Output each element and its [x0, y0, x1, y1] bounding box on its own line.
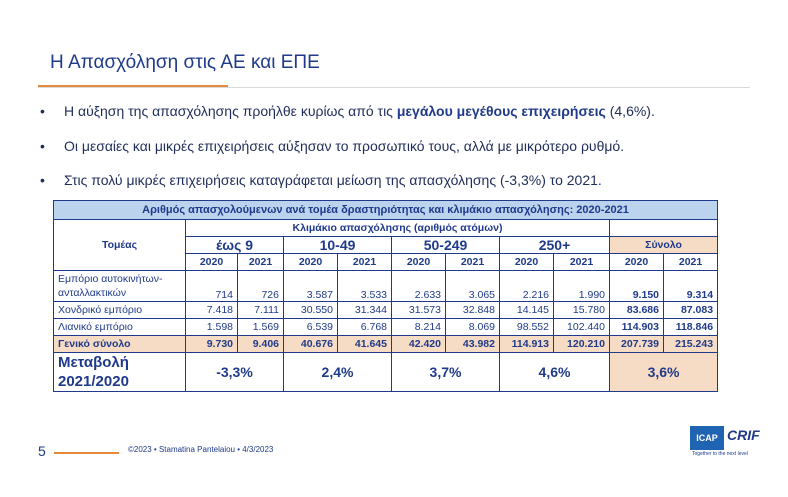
- table-title: Αριθμός απασχολούμενων ανά τομέα δραστηριότητας και κλιμάκιο απασχόλησης: 2020-2021: [54, 201, 718, 220]
- cell-total: 114.903: [610, 319, 664, 336]
- cell-total: 9.150: [610, 271, 664, 302]
- cell: 14.145: [500, 302, 554, 319]
- cell: 114.913: [500, 336, 554, 353]
- cell: 1.990: [554, 271, 610, 302]
- row-label: Χονδρικό εμπόριο: [54, 302, 186, 319]
- cell: 9.730: [186, 336, 238, 353]
- cell: 2.216: [500, 271, 554, 302]
- change-0-9: -3,3%: [186, 353, 284, 392]
- cell: 1.598: [186, 319, 238, 336]
- cell-total: 87.083: [664, 302, 718, 319]
- cell: 42.420: [392, 336, 446, 353]
- row-label: Λιανικό εμπόριο: [54, 319, 186, 336]
- blank-cell: [610, 220, 718, 237]
- bullet-1-tail: (4,6%).: [605, 103, 655, 119]
- cell: 215.243: [664, 336, 718, 353]
- cell: 8.214: [392, 319, 446, 336]
- cell: 9.406: [238, 336, 284, 353]
- size-class-header: Κλιμάκιο απασχόλησης (αριθμός ατόμων): [186, 220, 610, 237]
- year-header: 2021: [338, 254, 392, 271]
- cell: 1.569: [238, 319, 284, 336]
- crif-logo: CRIF: [727, 427, 760, 443]
- cell: 8.069: [446, 319, 500, 336]
- year-header: 2021: [554, 254, 610, 271]
- footer-text: ©2023 • Stamatina Pantelaiou • 4/3/2023: [128, 445, 274, 454]
- employment-table: [53, 200, 718, 392]
- change-50-249: 3,7%: [392, 353, 500, 392]
- cell: 102.440: [554, 319, 610, 336]
- bullet-1: [40, 103, 655, 119]
- cell: 2.633: [392, 271, 446, 302]
- cell: 3.587: [284, 271, 338, 302]
- row-label: Γενικό σύνολο: [54, 336, 186, 353]
- cell: 7.418: [186, 302, 238, 319]
- bullet-2-text: Οι μεσαίες και μικρές επιχειρήσεις αύξησαν το προσωπικό τους, αλλά με μικρότερο ρυθμό.: [64, 138, 625, 154]
- cell: 32.848: [446, 302, 500, 319]
- year-header: 2020: [392, 254, 446, 271]
- table-row: [54, 271, 718, 302]
- cell: 41.645: [338, 336, 392, 353]
- year-header: 2021: [238, 254, 284, 271]
- table-row: [54, 302, 718, 319]
- cell: 120.210: [554, 336, 610, 353]
- change-10-49: 2,4%: [284, 353, 392, 392]
- change-label: [54, 353, 186, 392]
- change-250plus: 4,6%: [500, 353, 610, 392]
- cell: 40.676: [284, 336, 338, 353]
- table-row: [54, 319, 718, 336]
- change-total: 3,6%: [610, 353, 718, 392]
- page-title: Η Απασχόληση στις ΑΕ και ΕΠΕ: [50, 52, 320, 73]
- cell: 6.539: [284, 319, 338, 336]
- footer-rule: [54, 452, 119, 454]
- year-header: 2021: [664, 254, 718, 271]
- cell-total: 83.686: [610, 302, 664, 319]
- bullet-marker: •: [40, 103, 45, 119]
- bullet-3: [40, 172, 602, 188]
- cell-total: 118.846: [664, 319, 718, 336]
- bullet-3-text: Στις πολύ μικρές επιχειρήσεις καταγράφεται μείωση της απασχόλησης (-3,3%) το 2021.: [64, 172, 602, 188]
- cell-total: 9.314: [664, 271, 718, 302]
- bullet-2: [40, 138, 624, 154]
- cell: 726: [238, 271, 284, 302]
- cell: 207.739: [610, 336, 664, 353]
- bullet-1-emphasis: μεγάλου μεγέθους επιχειρήσεις: [396, 103, 606, 119]
- cell: 98.552: [500, 319, 554, 336]
- cell: 6.768: [338, 319, 392, 336]
- page-number: 5: [38, 443, 46, 459]
- year-header: 2020: [500, 254, 554, 271]
- year-header: 2021: [446, 254, 500, 271]
- cell: 43.982: [446, 336, 500, 353]
- change-label-line2: 2021/2020: [58, 373, 129, 390]
- group-header-total: Σύνολο: [610, 237, 718, 254]
- change-label-line1: Μεταβολή: [58, 354, 129, 371]
- cell: 31.344: [338, 302, 392, 319]
- bullet-marker: •: [40, 138, 45, 154]
- logo-tagline: Together to the next level: [692, 451, 748, 457]
- icap-logo: ICAP: [690, 426, 724, 450]
- total-row: [54, 336, 718, 353]
- cell: 31.573: [392, 302, 446, 319]
- group-header-0-9: έως 9: [186, 237, 284, 254]
- group-header-250plus: 250+: [500, 237, 610, 254]
- group-header-50-249: 50-249: [392, 237, 500, 254]
- bullet-1-text: Η αύξηση της απασχόλησης προήλθε κυρίως από τις: [64, 103, 397, 119]
- header-divider: [38, 87, 750, 88]
- bullet-marker: •: [40, 172, 45, 188]
- cell: 714: [186, 271, 238, 302]
- cell: 15.780: [554, 302, 610, 319]
- cell: 7.111: [238, 302, 284, 319]
- year-header: 2020: [186, 254, 238, 271]
- year-header: 2020: [284, 254, 338, 271]
- year-header: 2020: [610, 254, 664, 271]
- group-header-10-49: 10-49: [284, 237, 392, 254]
- cell: 3.065: [446, 271, 500, 302]
- sector-header: Τομέας: [54, 220, 186, 271]
- change-row: [54, 353, 718, 392]
- cell: 3.533: [338, 271, 392, 302]
- row-label: Εμπόριο αυτοκινήτων-ανταλλακτικών: [54, 271, 186, 302]
- cell: 30.550: [284, 302, 338, 319]
